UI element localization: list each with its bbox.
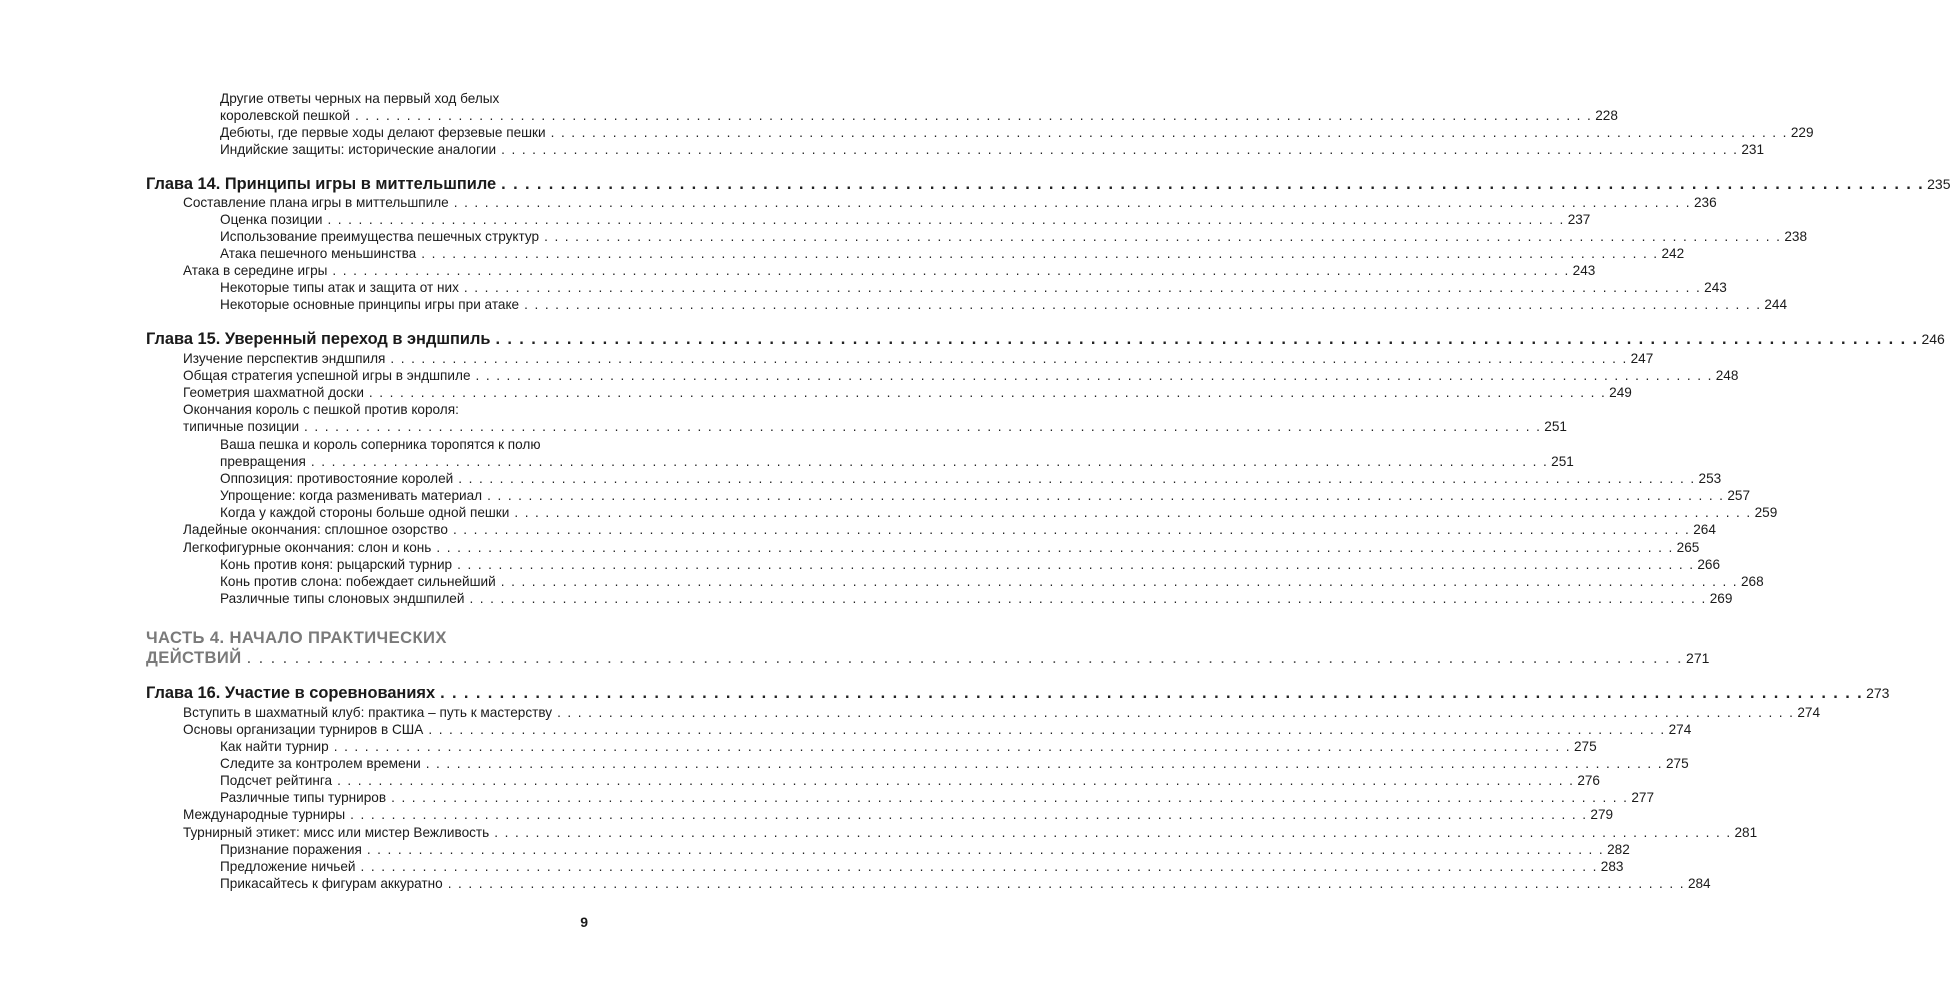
toc-page-number: 275 [1665, 756, 1689, 771]
toc-entry-title: Атака в середине игры [183, 263, 328, 278]
toc-entry: Атака в середине игры . . . . . . . . . . . . . . . . . . . . . . . . . . . . . . . . . . . . . . . . . . . . . . . . . . . . . . . . . . . . . . . . . . . . . . . . . . . . . . . . . . . . . . . . . . . . . . . . . . . . . . . . . . . . . . . . . . . . . . . . 243 [183, 263, 1596, 278]
part-title-continued: ДЕЙСТВИЙ [146, 648, 242, 667]
toc-entry: Атака пешечного меньшинства . . . . . . . . . . . . . . . . . . . . . . . . . . . . . . . . . . . . . . . . . . . . . . . . . . . . . . . . . . . . . . . . . . . . . . . . . . . . . . . . . . . . . . . . . . . . . . . . . . . . . . . . . . . . . . . . . . . . . . . . 242 [220, 246, 1685, 261]
toc-entry-title: Геометрия шахматной доски [183, 385, 364, 400]
toc-entry-title: Оценка позиции [220, 212, 323, 227]
toc-page-number: 229 [1790, 125, 1814, 140]
toc-page-number: 271 [1686, 650, 1710, 666]
toc-entry-title: Изучение перспектив эндшпиля [183, 351, 386, 366]
toc-page-number: 276 [1577, 773, 1600, 788]
toc-page-number: 283 [1600, 859, 1624, 874]
toc-entry: Ладейные окончания: сплошное озорство . . . . . . . . . . . . . . . . . . . . . . . . . . . . . . . . . . . . . . . . . . . . . . . . . . . . . . . . . . . . . . . . . . . . . . . . . . . . . . . . . . . . . . . . . . . . . . . . . . . . . . . . . . . . . . . . . . . . . . . . 264 [183, 522, 1716, 537]
toc-page-number: 275 [1573, 739, 1597, 754]
toc-entry-title: Оппозиция: противостояние королей [220, 471, 454, 486]
toc-entry: Как найти турнир . . . . . . . . . . . . . . . . . . . . . . . . . . . . . . . . . . . . . . . . . . . . . . . . . . . . . . . . . . . . . . . . . . . . . . . . . . . . . . . . . . . . . . . . . . . . . . . . . . . . . . . . . . . . . . . . . . . . . . . . 275 [220, 739, 1597, 754]
toc-entry: типичные позиции . . . . . . . . . . . . . . . . . . . . . . . . . . . . . . . . . . . . . . . . . . . . . . . . . . . . . . . . . . . . . . . . . . . . . . . . . . . . . . . . . . . . . . . . . . . . . . . . . . . . . . . . . . . . . . . . . . . . . . . . 251 [183, 419, 1567, 434]
toc-page-number: 242 [1661, 246, 1685, 261]
toc-entry: Турнирный этикет: мисс или мистер Вежливость . . . . . . . . . . . . . . . . . . . . . . . . . . . . . . . . . . . . . . . . . . . . . . . . . . . . . . . . . . . . . . . . . . . . . . . . . . . . . . . . . . . . . . . . . . . . . . . . . . . . . . . . . . . . . . . . . . . . . . . . 281 [183, 825, 1758, 840]
toc-entry: Использование преимущества пешечных структур . . . . . . . . . . . . . . . . . . . . . . . . . . . . . . . . . . . . . . . . . . . . . . . . . . . . . . . . . . . . . . . . . . . . . . . . . . . . . . . . . . . . . . . . . . . . . . . . . . . . . . . . . . . . . . . . . . . . . . . . 238 [220, 229, 1808, 244]
toc-page-number: 282 [1607, 842, 1630, 857]
toc-entry: Некоторые основные принципы игры при атаке . . . . . . . . . . . . . . . . . . . . . . . . . . . . . . . . . . . . . . . . . . . . . . . . . . . . . . . . . . . . . . . . . . . . . . . . . . . . . . . . . . . . . . . . . . . . . . . . . . . . . . . . . . . . . . . . . . . . . . . . 244 [220, 297, 1788, 312]
toc-entry: Следите за контролем времени . . . . . . . . . . . . . . . . . . . . . . . . . . . . . . . . . . . . . . . . . . . . . . . . . . . . . . . . . . . . . . . . . . . . . . . . . . . . . . . . . . . . . . . . . . . . . . . . . . . . . . . . . . . . . . . . . . . . . . . . 275 [220, 756, 1689, 771]
toc-page-number: 274 [1668, 722, 1692, 737]
toc-entry: Прикасайтесь к фигурам аккуратно . . . . . . . . . . . . . . . . . . . . . . . . . . . . . . . . . . . . . . . . . . . . . . . . . . . . . . . . . . . . . . . . . . . . . . . . . . . . . . . . . . . . . . . . . . . . . . . . . . . . . . . . . . . . . . . . . . . . . . . . 284 [220, 876, 1711, 891]
toc-entry-title: Различные типы слоновых эндшпилей [220, 591, 465, 606]
toc-page-number: 251 [1551, 454, 1574, 469]
toc-entry-title: Некоторые типы атак и защита от них [220, 280, 459, 295]
toc-page-number: 231 [1741, 142, 1765, 157]
toc-page-number: 273 [1866, 685, 1890, 701]
toc-entry-title: Атака пешечного меньшинства [220, 246, 417, 261]
toc-entry-title: типичные позиции [183, 419, 300, 434]
toc-entry-title: Конь против слона: побеждает сильнейший [220, 574, 496, 589]
toc-entry: Изучение перспектив эндшпиля . . . . . . . . . . . . . . . . . . . . . . . . . . . . . . . . . . . . . . . . . . . . . . . . . . . . . . . . . . . . . . . . . . . . . . . . . . . . . . . . . . . . . . . . . . . . . . . . . . . . . . . . . . . . . . . . . . . . . . . . 247 [183, 351, 1654, 366]
toc-entry-title: королевской пешкой [220, 108, 350, 123]
toc-page-number: 243 [1572, 263, 1596, 278]
toc-entry: Подсчет рейтинга . . . . . . . . . . . . . . . . . . . . . . . . . . . . . . . . . . . . . . . . . . . . . . . . . . . . . . . . . . . . . . . . . . . . . . . . . . . . . . . . . . . . . . . . . . . . . . . . . . . . . . . . . . . . . . . . . . . . . . . . 276 [220, 773, 1600, 788]
toc-entry: королевской пешкой . . . . . . . . . . . . . . . . . . . . . . . . . . . . . . . . . . . . . . . . . . . . . . . . . . . . . . . . . . . . . . . . . . . . . . . . . . . . . . . . . . . . . . . . . . . . . . . . . . . . . . . . . . . . . . . . . . . . . . . . 228 [220, 108, 1618, 123]
toc-entry: Оппозиция: противостояние королей . . . . . . . . . . . . . . . . . . . . . . . . . . . . . . . . . . . . . . . . . . . . . . . . . . . . . . . . . . . . . . . . . . . . . . . . . . . . . . . . . . . . . . . . . . . . . . . . . . . . . . . . . . . . . . . . . . . . . . . . 253 [220, 471, 1722, 486]
toc-entry-title: Как найти турнир [220, 739, 329, 754]
toc-page-number: 281 [1734, 825, 1758, 840]
toc-entry-title: Составление плана игры в миттельшпиле [183, 195, 449, 210]
toc-entry: Оценка позиции . . . . . . . . . . . . . . . . . . . . . . . . . . . . . . . . . . . . . . . . . . . . . . . . . . . . . . . . . . . . . . . . . . . . . . . . . . . . . . . . . . . . . . . . . . . . . . . . . . . . . . . . . . . . . . . . . . . . . . . . 237 [220, 212, 1591, 227]
toc-entry-title: Когда у каждой стороны больше одной пешки [220, 505, 510, 520]
toc-entry: Геометрия шахматной доски . . . . . . . . . . . . . . . . . . . . . . . . . . . . . . . . . . . . . . . . . . . . . . . . . . . . . . . . . . . . . . . . . . . . . . . . . . . . . . . . . . . . . . . . . . . . . . . . . . . . . . . . . . . . . . . . . . . . . . . . 249 [183, 385, 1632, 400]
toc-entry: Вступить в шахматный клуб: практика – путь к мастерству . . . . . . . . . . . . . . . . . . . . . . . . . . . . . . . . . . . . . . . . . . . . . . . . . . . . . . . . . . . . . . . . . . . . . . . . . . . . . . . . . . . . . . . . . . . . . . . . . . . . . . . . . . . . . . . . . . . . . . . . 274 [183, 705, 1821, 720]
toc-entry-title: Основы организации турниров в США [183, 722, 424, 737]
toc-entry-title: Следите за контролем времени [220, 756, 421, 771]
toc-entry-title: Различные типы турниров [220, 790, 387, 805]
toc-entry-title: Легкофигурные окончания: слон и конь [183, 540, 432, 555]
toc-entry-title: превращения [220, 454, 306, 469]
toc-page-number: 244 [1764, 297, 1788, 312]
toc-entry: превращения . . . . . . . . . . . . . . . . . . . . . . . . . . . . . . . . . . . . . . . . . . . . . . . . . . . . . . . . . . . . . . . . . . . . . . . . . . . . . . . . . . . . . . . . . . . . . . . . . . . . . . . . . . . . . . . . . . . . . . . . 251 [220, 454, 1574, 469]
toc-entry: Составление плана игры в миттельшпиле . . . . . . . . . . . . . . . . . . . . . . . . . . . . . . . . . . . . . . . . . . . . . . . . . . . . . . . . . . . . . . . . . . . . . . . . . . . . . . . . . . . . . . . . . . . . . . . . . . . . . . . . . . . . . . . . . . . . . . . . 236 [183, 195, 1717, 210]
toc-page-number: 269 [1709, 591, 1733, 606]
toc-page-number: 279 [1590, 807, 1614, 822]
toc-entry-title: Некоторые основные принципы игры при атаке [220, 297, 520, 312]
toc-entry-title: Признание поражения [220, 842, 362, 857]
chapter-title: Глава 16. Участие в соревнованиях [146, 684, 436, 702]
toc-entry-title: Вступить в шахматный клуб: практика – путь к мастерству [183, 705, 553, 720]
toc-entry-title: Ладейные окончания: сплошное озорство [183, 522, 448, 537]
toc-entry: Конь против слона: побеждает сильнейший . . . . . . . . . . . . . . . . . . . . . . . . . . . . . . . . . . . . . . . . . . . . . . . . . . . . . . . . . . . . . . . . . . . . . . . . . . . . . . . . . . . . . . . . . . . . . . . . . . . . . . . . . . . . . . . . . . . . . . . . 268 [220, 574, 1764, 589]
toc-entry: Международные турниры . . . . . . . . . . . . . . . . . . . . . . . . . . . . . . . . . . . . . . . . . . . . . . . . . . . . . . . . . . . . . . . . . . . . . . . . . . . . . . . . . . . . . . . . . . . . . . . . . . . . . . . . . . . . . . . . . . . . . . . . 279 [183, 807, 1614, 822]
toc-page-number: 284 [1687, 876, 1711, 891]
toc-entry: Упрощение: когда разменивать материал . . . . . . . . . . . . . . . . . . . . . . . . . . . . . . . . . . . . . . . . . . . . . . . . . . . . . . . . . . . . . . . . . . . . . . . . . . . . . . . . . . . . . . . . . . . . . . . . . . . . . . . . . . . . . . . . . . . . . . . . 257 [220, 488, 1751, 503]
part-title: ЧАСТЬ 4. НАЧАЛО ПРАКТИЧЕСКИХ [146, 628, 447, 647]
toc-entry: Различные типы турниров . . . . . . . . . . . . . . . . . . . . . . . . . . . . . . . . . . . . . . . . . . . . . . . . . . . . . . . . . . . . . . . . . . . . . . . . . . . . . . . . . . . . . . . . . . . . . . . . . . . . . . . . . . . . . . . . . . . . . . . . 277 [220, 790, 1655, 805]
toc-entry: Общая стратегия успешной игры в эндшпиле . . . . . . . . . . . . . . . . . . . . . . . . . . . . . . . . . . . . . . . . . . . . . . . . . . . . . . . . . . . . . . . . . . . . . . . . . . . . . . . . . . . . . . . . . . . . . . . . . . . . . . . . . . . . . . . . . . . . . . . . 248 [183, 368, 1739, 383]
toc-entry-title: Дебюты, где первые ходы делают ферзевые пешки [220, 125, 546, 140]
toc-entry-text: Другие ответы черных на первый ход белых [220, 91, 500, 106]
part-heading: ДЕЙСТВИЙ . . . . . . . . . . . . . . . . . . . . . . . . . . . . . . . . . . . . . . . . . . . . . . . . . . . . . . . . . . . . . . . . . . . . . . . . . . . . . . . . . . . . . . . . . . . . . . . . . . . . . . . . . . . . . . . . . . . . . . . . 271 [146, 648, 1710, 667]
toc-entry: Когда у каждой стороны больше одной пешки . . . . . . . . . . . . . . . . . . . . . . . . . . . . . . . . . . . . . . . . . . . . . . . . . . . . . . . . . . . . . . . . . . . . . . . . . . . . . . . . . . . . . . . . . . . . . . . . . . . . . . . . . . . . . . . . . . . . . . . . 259 [220, 505, 1778, 520]
toc-page-number: 265 [1676, 540, 1700, 555]
toc-page-number: 238 [1784, 229, 1808, 244]
toc-entry: Легкофигурные окончания: слон и конь . . . . . . . . . . . . . . . . . . . . . . . . . . . . . . . . . . . . . . . . . . . . . . . . . . . . . . . . . . . . . . . . . . . . . . . . . . . . . . . . . . . . . . . . . . . . . . . . . . . . . . . . . . . . . . . . . . . . . . . . 265 [183, 540, 1700, 555]
toc-page-number: 248 [1715, 368, 1739, 383]
toc-entry-title: Прикасайтесь к фигурам аккуратно [220, 876, 443, 891]
toc-entry-title: Подсчет рейтинга [220, 773, 333, 788]
toc-entry: Предложение ничьей . . . . . . . . . . . . . . . . . . . . . . . . . . . . . . . . . . . . . . . . . . . . . . . . . . . . . . . . . . . . . . . . . . . . . . . . . . . . . . . . . . . . . . . . . . . . . . . . . . . . . . . . . . . . . . . . . . . . . . . . 283 [220, 859, 1624, 874]
toc-page-number: 266 [1697, 557, 1721, 572]
toc-entry-title: Индийские защиты: исторические аналогии [220, 142, 497, 157]
toc-entry-title: Международные турниры [183, 807, 346, 822]
toc-page-number: 259 [1754, 505, 1778, 520]
chapter-heading: Глава 15. Уверенный переход в эндшпиль . . . . . . . . . . . . . . . . . . . . . . . . . . . . . . . . . . . . . . . . . . . . . . . . . . . . . . . . . . . . . . . . . . . . . . . . . . . . . . . . . . . . . . . . . . . . . . . . . . . . . . . . . . . . . . . . . . . . . . . . 246 [146, 330, 1945, 348]
toc-page-number: 277 [1631, 790, 1655, 805]
toc-entry: Различные типы слоновых эндшпилей . . . . . . . . . . . . . . . . . . . . . . . . . . . . . . . . . . . . . . . . . . . . . . . . . . . . . . . . . . . . . . . . . . . . . . . . . . . . . . . . . . . . . . . . . . . . . . . . . . . . . . . . . . . . . . . . . . . . . . . . 269 [220, 591, 1733, 606]
toc-entry-title: Использование преимущества пешечных структур [220, 229, 540, 244]
toc-page-number: 237 [1567, 212, 1591, 227]
toc-page-number: 228 [1595, 108, 1618, 123]
chapter-title: Глава 14. Принципы игры в миттельшпиле [146, 175, 497, 193]
toc-entry-title: Конь против коня: рыцарский турнир [220, 557, 453, 572]
toc-page-number: 251 [1544, 419, 1567, 434]
toc-entry: Основы организации турниров в США . . . . . . . . . . . . . . . . . . . . . . . . . . . . . . . . . . . . . . . . . . . . . . . . . . . . . . . . . . . . . . . . . . . . . . . . . . . . . . . . . . . . . . . . . . . . . . . . . . . . . . . . . . . . . . . . . . . . . . . . 274 [183, 722, 1692, 737]
toc-page-number: 274 [1797, 705, 1821, 720]
toc-entry-text: Окончания король с пешкой против короля: [183, 402, 459, 417]
toc-entry: Дебюты, где первые ходы делают ферзевые пешки . . . . . . . . . . . . . . . . . . . . . . . . . . . . . . . . . . . . . . . . . . . . . . . . . . . . . . . . . . . . . . . . . . . . . . . . . . . . . . . . . . . . . . . . . . . . . . . . . . . . . . . . . . . . . . . . . . . . . . . . 229 [220, 125, 1814, 140]
chapter-heading: Глава 14. Принципы игры в миттельшпиле . . . . . . . . . . . . . . . . . . . . . . . . . . . . . . . . . . . . . . . . . . . . . . . . . . . . . . . . . . . . . . . . . . . . . . . . . . . . . . . . . . . . . . . . . . . . . . . . . . . . . . . . . . . . . . . . . . . . . . . . 235 [146, 175, 1950, 193]
toc-entry-title: Общая стратегия успешной игры в эндшпиле [183, 368, 471, 383]
toc-page-number: 253 [1698, 471, 1722, 486]
toc-entry: Индийские защиты: исторические аналогии . . . . . . . . . . . . . . . . . . . . . . . . . . . . . . . . . . . . . . . . . . . . . . . . . . . . . . . . . . . . . . . . . . . . . . . . . . . . . . . . . . . . . . . . . . . . . . . . . . . . . . . . . . . . . . . . . . . . . . . . 231 [220, 142, 1765, 157]
toc-page-number: 264 [1693, 522, 1716, 537]
toc-page-number: 243 [1704, 280, 1727, 295]
toc-page-number: 236 [1693, 195, 1717, 210]
toc-entry-title: Предложение ничьей [220, 859, 356, 874]
chapter-heading: Глава 16. Участие в соревнованиях . . . . . . . . . . . . . . . . . . . . . . . . . . . . . . . . . . . . . . . . . . . . . . . . . . . . . . . . . . . . . . . . . . . . . . . . . . . . . . . . . . . . . . . . . . . . . . . . . . . . . . . . . . . . . . . . . . . . . . . . 273 [146, 684, 1890, 702]
toc-page-number: 235 [1927, 176, 1950, 192]
toc-page-number: 257 [1727, 488, 1751, 503]
toc-page-number: 249 [1609, 385, 1632, 400]
toc-entry-text: Ваша пешка и король соперника торопятся к полю [220, 437, 541, 452]
toc-page-number: 268 [1740, 574, 1764, 589]
toc-entry-title: Упрощение: когда разменивать материал [220, 488, 483, 503]
page-number: 9 [580, 914, 588, 930]
toc-entry: Некоторые типы атак и защита от них . . . . . . . . . . . . . . . . . . . . . . . . . . . . . . . . . . . . . . . . . . . . . . . . . . . . . . . . . . . . . . . . . . . . . . . . . . . . . . . . . . . . . . . . . . . . . . . . . . . . . . . . . . . . . . . . . . . . . . . . 243 [220, 280, 1727, 295]
toc-page-number: 247 [1630, 351, 1654, 366]
toc-entry-title: Турнирный этикет: мисс или мистер Вежливость [183, 825, 490, 840]
chapter-title: Глава 15. Уверенный переход в эндшпиль [146, 330, 491, 348]
toc-entry: Конь против коня: рыцарский турнир . . . . . . . . . . . . . . . . . . . . . . . . . . . . . . . . . . . . . . . . . . . . . . . . . . . . . . . . . . . . . . . . . . . . . . . . . . . . . . . . . . . . . . . . . . . . . . . . . . . . . . . . . . . . . . . . . . . . . . . . 266 [220, 557, 1721, 572]
toc-page-number: 246 [1921, 331, 1945, 347]
toc-entry: Признание поражения . . . . . . . . . . . . . . . . . . . . . . . . . . . . . . . . . . . . . . . . . . . . . . . . . . . . . . . . . . . . . . . . . . . . . . . . . . . . . . . . . . . . . . . . . . . . . . . . . . . . . . . . . . . . . . . . . . . . . . . . 282 [220, 842, 1630, 857]
